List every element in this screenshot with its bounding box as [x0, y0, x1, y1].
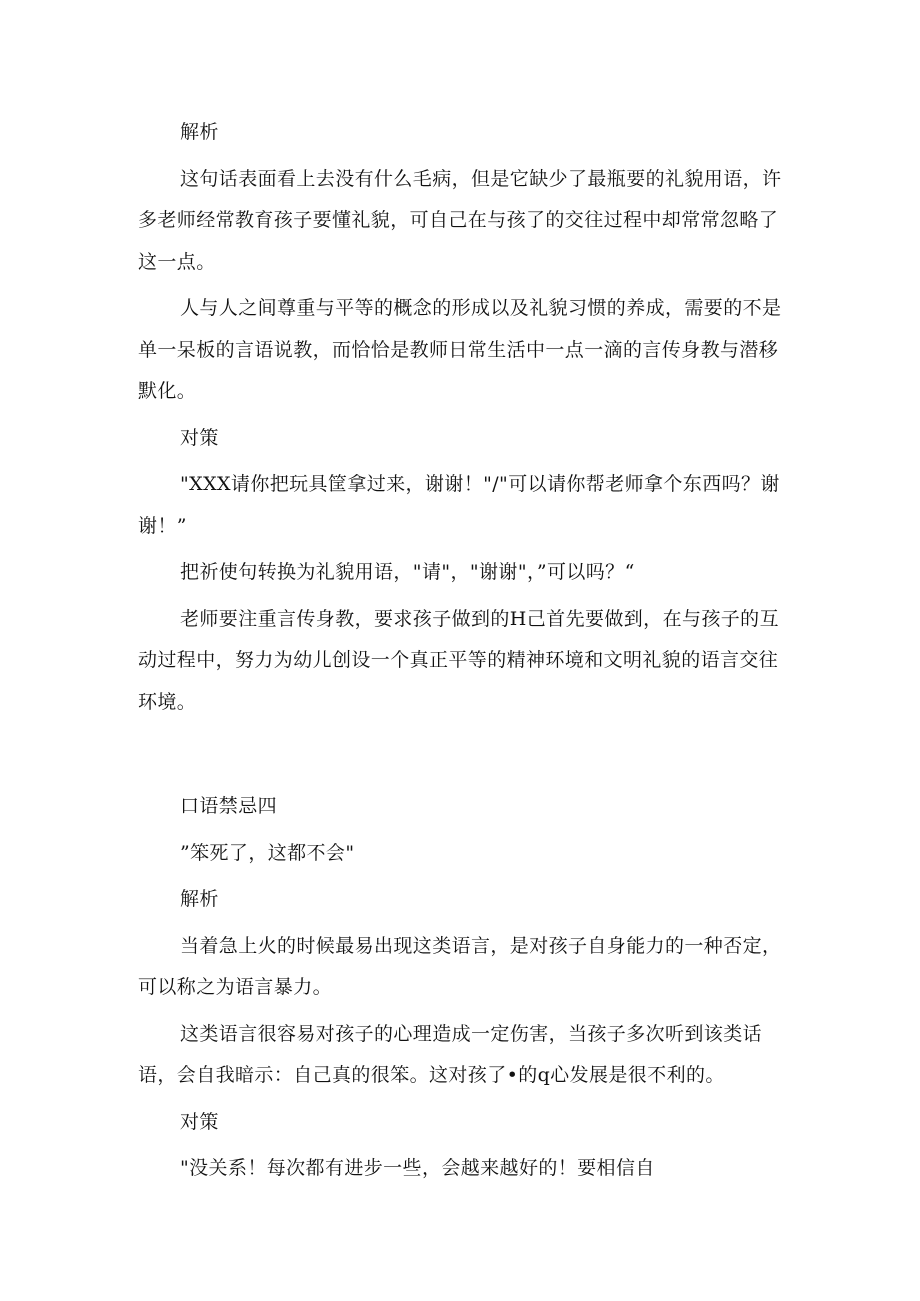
- analysis-paragraph: 这句话表面看上去没有什么毛病，但是它缺少了最瓶要的礼貌用语，许多老师经常教育孩子要懂礼貌，可自己在与孩了的交往过程中却常常忽略了这一点。: [138, 167, 782, 273]
- strategy-heading: 对策: [180, 1110, 219, 1133]
- strategy-heading: 对策: [180, 426, 219, 449]
- strategy-paragraph: 把祈使句转换为礼貌用语，"请"，"谢谢"，”可以吗？“: [180, 561, 635, 583]
- analysis-paragraph: 人与人之间尊重与平等的概念的形成以及礼貌习惯的养成，需要的不是单一呆板的言语说教，而恰恰是教师日常生活中一点一滴的言传身教与潜移默化。: [138, 297, 782, 402]
- analysis-heading: 解析: [180, 121, 219, 143]
- analysis-heading: 解析: [180, 888, 219, 910]
- analysis-paragraph: 这类语言很容易对孩子的心理造成一定伤害，当孩子多次听到该类话语，会自我暗示：自己真的很笨。这对孩了•的q心发展是很不利的。: [138, 1022, 763, 1086]
- section-spacer: [138, 728, 786, 786]
- section-title: 口语禁忌四: [180, 795, 278, 817]
- section-quote: ”笨死了，这都不会": [180, 841, 355, 864]
- document-body: [138, 112, 786, 1195]
- analysis-paragraph: 当着急上火的时候最易出现这类语言，是对孩子自身能力的一种否定，可以称之为语言暴力。: [138, 934, 782, 998]
- strategy-paragraph: 老师要注重言传身教，要求孩子做到的H己首先要做到，在与孩子的互动过程中，努力为幼儿创设一个真正平等的精神环境和文明礼貌的语言交往环境。: [138, 607, 779, 713]
- strategy-paragraph: "没关系！每次都有进步一些，会越来越好的！要相信自: [180, 1157, 655, 1179]
- strategy-paragraph: "XXX请你把玩具筐拿过来，谢谢！"/"可以请你帮老师拿个东西吗？谢谢！”: [138, 473, 780, 537]
